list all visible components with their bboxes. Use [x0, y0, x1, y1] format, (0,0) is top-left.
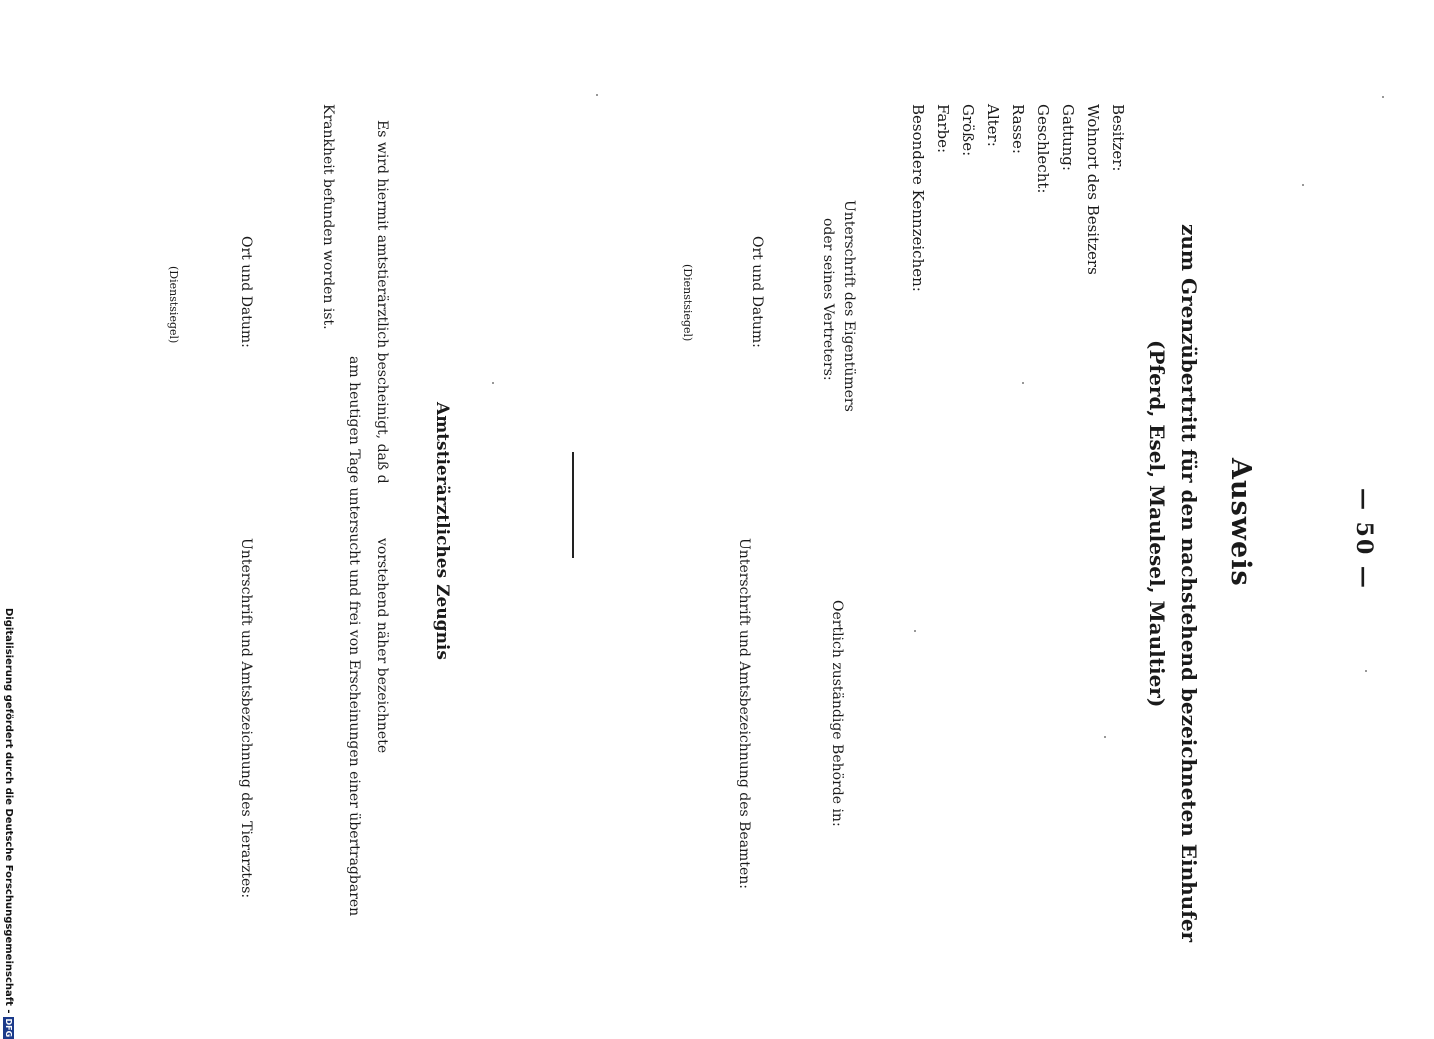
field-species: Gattung:: [1059, 104, 1077, 171]
owner-signature-label-line1: Unterschrift des Eigentümers: [841, 200, 857, 412]
certificate-text-line3: Krankheit befunden worden ist.: [320, 104, 336, 330]
certificate-text-line2: am heutigen Tage untersucht und frei von Erscheinungen einer übertragbaren: [346, 356, 362, 917]
owner-signature-label-line2: oder seines Vertreters:: [820, 218, 836, 381]
field-size: Größe:: [959, 104, 977, 157]
field-owner: Besitzer:: [1109, 104, 1127, 172]
place-date-label-1: Ort und Datum:: [749, 236, 765, 348]
authority-label: Oertlich zuständige Behörde in:: [829, 600, 845, 827]
document-subtitle-line1: zum Grenzübertritt für den nachstehend bezeichneten Einhufer: [1177, 224, 1201, 943]
certificate-heading: Amtstierärztliches Zeugnis: [432, 402, 452, 660]
scan-speck: [1022, 382, 1024, 384]
digitization-credit-text: Digitalisierung gefördert durch die Deutsche Forschungsgemeinschaft -: [3, 608, 14, 1014]
document-title: Ausweis: [1225, 458, 1256, 587]
field-age: Alter:: [984, 104, 1002, 147]
scan-speck: [1302, 184, 1304, 186]
vet-signature-label: Unterschrift und Amtsbezeichnung des Tierarztes:: [238, 538, 254, 899]
official-seal-label-1: (Dienstsiegel): [681, 264, 694, 342]
document-subtitle-line2: (Pferd, Esel, Maulesel, Maultier): [1145, 340, 1169, 708]
field-special-marks: Besondere Kennzeichen:: [909, 104, 927, 292]
scan-speck: [1382, 96, 1384, 98]
scan-speck: [596, 94, 598, 96]
scan-speck: [1365, 670, 1367, 672]
field-breed: Rasse:: [1009, 104, 1027, 154]
scan-speck: [1104, 736, 1106, 738]
official-signature-label: Unterschrift und Amtsbezeichnung des Beamten:: [736, 538, 752, 889]
scan-speck: [492, 382, 494, 384]
field-residence: Wohnort des Besitzers: [1084, 104, 1102, 275]
scan-speck: [914, 630, 916, 632]
place-date-label-2: Ort und Datum:: [238, 236, 254, 348]
digitization-credit: [3, 608, 14, 1039]
official-seal-label-2: (Dienstsiegel): [167, 266, 180, 344]
certificate-text-line1-a: Es wird hiermit amtstierärztlich bescheinigt, daß d: [374, 120, 390, 484]
page-number: — 50 —: [1351, 488, 1377, 590]
certificate-text-line1-b: vorstehend näher bezeichnete: [374, 538, 390, 754]
dfg-logo: DFG: [4, 1018, 13, 1038]
separator-line: [572, 452, 574, 558]
field-color: Farbe:: [934, 104, 952, 154]
field-sex: Geschlecht:: [1034, 104, 1052, 194]
